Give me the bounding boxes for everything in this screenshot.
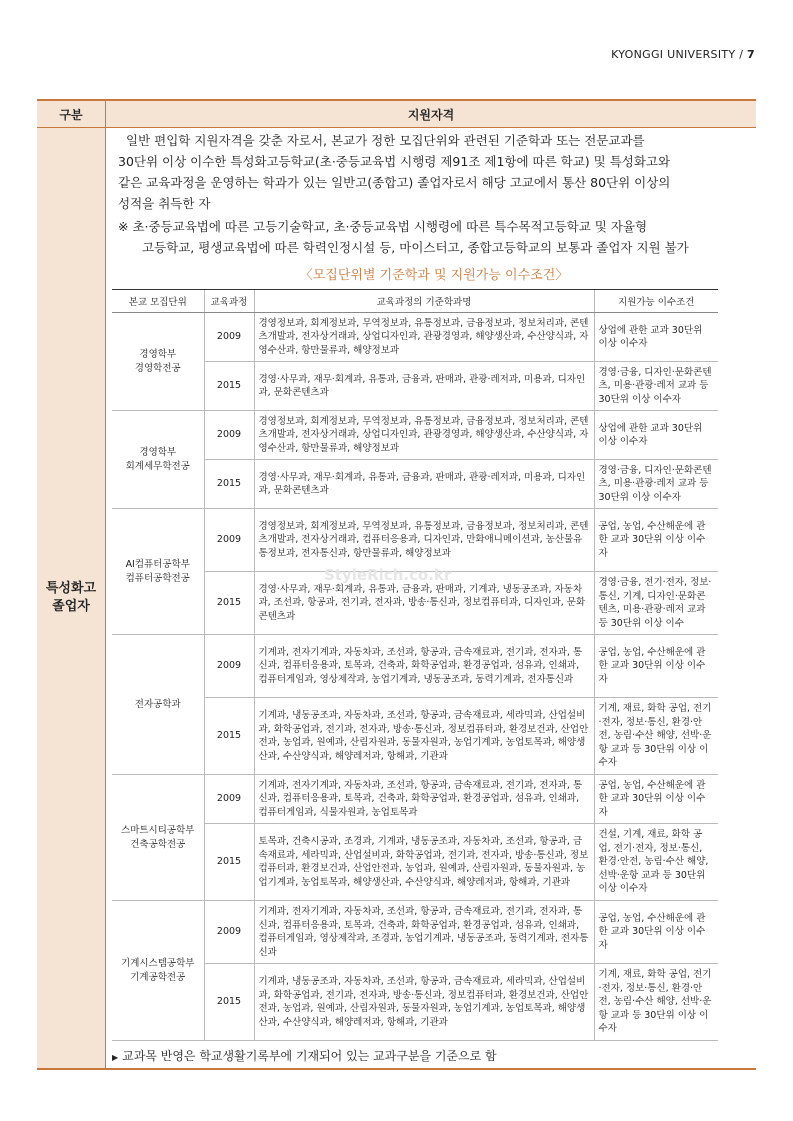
department-table: [112, 289, 718, 1041]
eligibility-condition: 기계, 재료, 화학 공업, 전기·전자, 정보·통신, 환경·안전, 농림·수산 해양, 선박·운항 교과 등 30단위 이상 이수자: [594, 964, 718, 1041]
unit-name: AI컴퓨터공학부: [125, 559, 190, 570]
page-header: [611, 48, 755, 61]
curriculum-year: 2015: [204, 460, 254, 509]
base-departments: 경영정보과, 회계정보과, 무역정보과, 유통정보과, 금융정보과, 정보처리과, 콘텐츠개발과, 전자상거래과, 상업디자인과, 관광경영과, 해양생산과, 수산양식과, 자영수산과, 항만물류과, 해양정보과: [254, 313, 594, 362]
base-departments: 기계과, 전자기계과, 자동차과, 조선과, 항공과, 금속재료과, 전기과, 전자과, 통신과, 컴퓨터응용과, 토목과, 건축과, 화학공업과, 환경공업과, 섬유과, 인쇄과, 컴퓨터게임과, 영상제작과, 농업기계과, 냉동공조과, 동력기계과, 전자통신과: [254, 635, 594, 698]
curriculum-year: 2015: [204, 824, 254, 901]
table-row: [112, 901, 718, 964]
eligibility-condition: 경영·금융, 디자인·문화콘텐츠, 미용·관광·레저 교과 등 30단위 이상 이수자: [594, 362, 718, 411]
curriculum-year: 2009: [204, 635, 254, 698]
table-row: [112, 313, 718, 362]
unit-cell: [112, 313, 204, 411]
base-departments: 경영·사무과, 재무·회계과, 유통과, 금융과, 판매과, 관광·레저과, 미용과, 디자인과, 문화콘텐츠과: [254, 362, 594, 411]
intro-line: 같은 교육과정을 운영하는 학과가 있는 일반고(종합고) 졸업자로서 해당 고교에서 통산 80단위 이상의: [118, 175, 671, 190]
eligibility-condition: 상업에 관한 교과 30단위 이상 이수자: [594, 411, 718, 460]
table-row: [112, 509, 718, 572]
curriculum-year: 2009: [204, 509, 254, 572]
category-label-line1: 특성화고: [45, 581, 97, 596]
unit-name: 전자공학과: [134, 698, 181, 710]
curriculum-year: 2015: [204, 964, 254, 1041]
triangle-bullet-icon: ▶: [112, 1053, 119, 1062]
unit-major: 회계세무학전공: [125, 460, 190, 472]
eligibility-condition: 상업에 관한 교과 30단위 이상 이수자: [594, 313, 718, 362]
note: [118, 216, 756, 258]
base-departments: 기계과, 전자기계과, 자동차과, 조선과, 항공과, 금속재료과, 전기과, 전자과, 통신과, 컴퓨터응용과, 토목과, 건축과, 화학공업과, 환경공업과, 섬유과, 인쇄과, 컴퓨터게임과, 식물자원과, 농업토목과: [254, 775, 594, 824]
table-row: [112, 775, 718, 824]
note-line: 고등학교, 평생교육법에 따른 학력인정시설 등, 마이스터고, 종합고등학교의 보통과 졸업자 지원 불가: [142, 240, 689, 255]
category-cell: [37, 128, 106, 1070]
intro-line: 일반 편입학 지원자격을 갖춘 자로서, 본교가 정한 모집단위와 관련된 기준학과 또는 전문교과를: [126, 133, 645, 148]
unit-major: 건축공학전공: [130, 838, 186, 850]
eligibility-condition: 기계, 재료, 화학 공업, 전기·전자, 정보·통신, 환경·안전, 농림·수산 해양, 선박·운항 교과 등 30단위 이상 이수자: [594, 698, 718, 775]
eligibility-condition: 공업, 농업, 수산해운에 관한 교과 30단위 이상 이수자: [594, 509, 718, 572]
table-row: [112, 635, 718, 698]
unit-cell: [112, 775, 204, 901]
unit-name: 기계시스템공학부: [121, 958, 195, 969]
table-subtitle: 〈모집단위별 기준학과 및 지원가능 이수조건〉: [299, 268, 569, 283]
intro-line: 성적을 취득한 자: [118, 196, 211, 211]
base-departments: 기계과, 냉동공조과, 자동차과, 조선과, 항공과, 금속재료과, 세라믹과, 산업설비과, 화학공업과, 전기과, 전자과, 방송·통신과, 정보컴퓨터과, 환경보건과, 산업안전과, 농업과, 원예과, 산림자원과, 동물자원과, 농업기계과, 농업토목과, 해양생산과, 수산양식과, 해양레저과, 항해과, 기관과: [254, 698, 594, 775]
curriculum-year: 2015: [204, 362, 254, 411]
unit-major: 기계공학전공: [130, 971, 186, 983]
curriculum-year: 2015: [204, 572, 254, 635]
eligibility-condition: 건설, 기계, 재료, 화학 공업, 전기·전자, 정보·통신, 환경·안전, 농림·수산 해양, 선박·운항 교과 등 30단위 이상 이수자: [594, 824, 718, 901]
unit-major: 컴퓨터공학전공: [125, 572, 190, 584]
base-departments: 토목과, 건축시공과, 조경과, 기계과, 냉동공조과, 자동차과, 조선과, 항공과, 금속재료과, 세라믹과, 산업설비과, 화학공업과, 전기과, 전자과, 방송·통신과, 정보컴퓨터과, 환경보건과, 산업안전과, 농업과, 원예과, 산림자원과, 동물자원과, 농업기계과, 농업토목과, 해양생산과, 수산양식과, 해양레저과, 항해과, 기관과: [254, 824, 594, 901]
intro-line: 30단위 이상 이수한 특성화고등학교(초·중등교육법 시행령 제91조 제1항에 따른 학교) 및 특성화고와: [118, 154, 671, 169]
eligibility-condition: 경영·금융, 디자인·문화콘텐츠, 미용·관광·레저 교과 등 30단위 이상 이수자: [594, 460, 718, 509]
eligibility-condition: 공업, 농업, 수산해운에 관한 교과 30단위 이상 이수자: [594, 775, 718, 824]
watermark: StyleRich.co.kr: [324, 566, 452, 584]
base-departments: 기계과, 냉동공조과, 자동차과, 조선과, 항공과, 금속재료과, 세라믹과, 산업설비과, 화학공업과, 전기과, 전자과, 방송·통신과, 정보컴퓨터과, 환경보건과, 산업안전과, 농업과, 원예과, 산림자원과, 동물자원과, 농업기계과, 농업토목과, 해양생산과, 수산양식과, 해양레저과, 항해과, 기관과: [254, 964, 594, 1041]
base-departments: 경영정보과, 회계정보과, 무역정보과, 유통정보과, 금융정보과, 정보처리과, 콘텐츠개발과, 전자상거래과, 상업디자인과, 관광경영과, 해양생산과, 수산양식과, 자영수산과, 항만물류과, 해양정보과: [254, 411, 594, 460]
eligibility-table: [37, 99, 756, 1070]
category-label-line2: 졸업자: [52, 599, 90, 614]
column-header: 교육과정의 기준학과명: [254, 290, 594, 313]
column-header: 교육과정: [204, 290, 254, 313]
unit-cell: [112, 509, 204, 635]
base-departments: 경영·사무과, 재무·회계과, 유통과, 금융과, 판매과, 관광·레저과, 미용과, 디자인과, 문화콘텐츠과: [254, 460, 594, 509]
eligibility-header: 지원자격: [106, 100, 757, 128]
header-separator: /: [739, 48, 744, 61]
table-row: [112, 411, 718, 460]
unit-cell: [112, 411, 204, 509]
unit-name: 스마트시티공학부: [121, 825, 195, 836]
intro-paragraph: [118, 130, 756, 214]
footnote-text: 교과목 반영은 학교생활기록부에 기재되어 있는 교과구분을 기준으로 함: [122, 1049, 497, 1063]
curriculum-year: 2009: [204, 901, 254, 964]
curriculum-year: 2015: [204, 698, 254, 775]
eligibility-condition: 공업, 농업, 수산해운에 관한 교과 30단위 이상 이수자: [594, 901, 718, 964]
unit-major: 경영학전공: [134, 362, 181, 374]
column-header: 본교 모집단위: [112, 290, 204, 313]
unit-cell: [112, 901, 204, 1041]
eligibility-condition: 경영·금융, 전기·전자, 정보·통신, 기계, 디자인·문화콘텐츠, 미용·관광·레저 교과 등 30단위 이상 이수: [594, 572, 718, 635]
base-departments: 경영·사무과, 재무·회계과, 유통과, 금융과, 판매과, 기계과, 냉동공조과, 자동차과, 조선과, 항공과, 전기과, 전자과, 방송·통신과, 정보컴퓨터과, 디자인과, 문화콘텐츠과: [254, 572, 594, 635]
footnote: [112, 1047, 756, 1064]
category-header: 구분: [37, 100, 106, 128]
eligibility-content: [106, 128, 757, 1070]
curriculum-year: 2009: [204, 313, 254, 362]
curriculum-year: 2009: [204, 775, 254, 824]
column-header: 지원가능 이수조건: [594, 290, 718, 313]
unit-cell: [112, 635, 204, 775]
page-number: 7: [747, 48, 755, 61]
eligibility-condition: 공업, 농업, 수산해운에 관한 교과 30단위 이상 이수자: [594, 635, 718, 698]
unit-name: 경영학부: [139, 349, 177, 360]
note-line: ※ 초·중등교육법에 따른 고등기술학교, 초·중등교육법 시행령에 따른 특수목적고등학교 및 자율형: [118, 219, 648, 234]
base-departments: 기계과, 전자기계과, 자동차과, 조선과, 항공과, 금속재료과, 전기과, 전자과, 통신과, 컴퓨터응용과, 토목과, 건축과, 화학공업과, 환경공업과, 섬유과, 인쇄과, 컴퓨터게임과, 영상제작과, 조경과, 농업기계과, 냉동공조과, 동력기계과, 전자통신과: [254, 901, 594, 964]
base-departments: 경영정보과, 회계정보과, 무역정보과, 유통정보과, 금융정보과, 정보처리과, 콘텐츠개발과, 전자상거래과, 컴퓨터응용과, 디자인과, 만화애니메이션과, 농산물유통정보과, 전자통신과, 항만물류과, 해양정보과: [254, 509, 594, 572]
university-name: KYONGGI UNIVERSITY: [611, 48, 736, 61]
eligibility-section: [37, 99, 793, 1070]
unit-name: 경영학부: [139, 447, 177, 458]
curriculum-year: 2009: [204, 411, 254, 460]
